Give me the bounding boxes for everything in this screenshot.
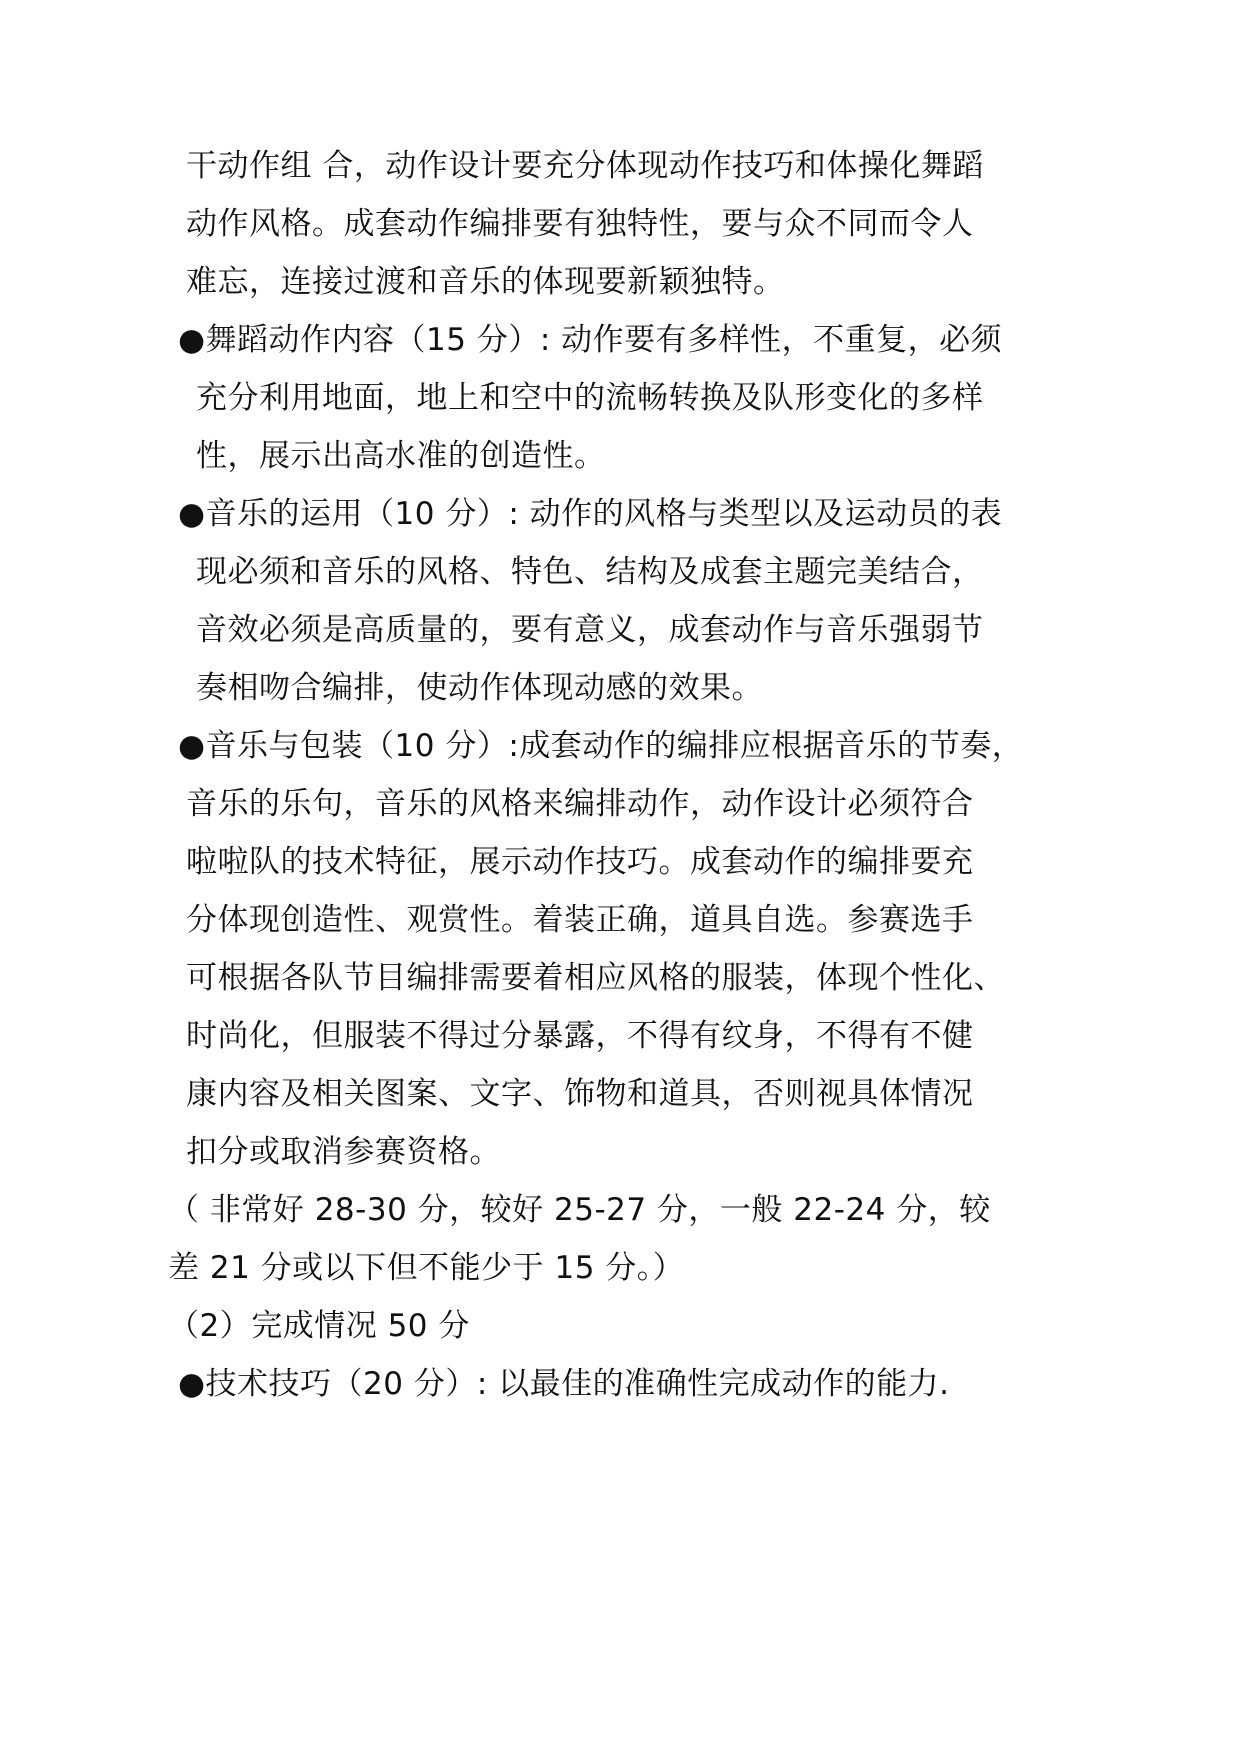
text-line: 可根据各队节目编排需要着相应风格的服装，体现个性化、 [186,960,1005,996]
text-line: 分体现创造性、观赏性。着装正确，道具自选。参赛选手 [186,902,974,938]
text-line: 差 21 分或以下但不能少于 15 分。） [168,1250,685,1286]
text-line: （ 非常好 28-30 分，较好 25-27 分，一般 22-24 分，较 [168,1192,991,1228]
text-line: ●技术技巧（20 分）: 以最佳的准确性完成动作的能力. [178,1366,950,1402]
text-line: ●音乐的运用（10 分）: 动作的风格与类型以及运动员的表 [178,496,1003,532]
text-line: 啦啦队的技术特征，展示动作技巧。成套动作的编排要充 [186,844,974,880]
text-line: 康内容及相关图案、文字、饰物和道具，否则视具体情况 [186,1076,974,1112]
text-line: ●音乐与包装（10 分）:成套动作的编排应根据音乐的节奏， [178,728,1024,764]
text-line: （2）完成情况 50 分 [168,1308,470,1344]
text-line: 干动作组 合，动作设计要充分体现动作技巧和体操化舞蹈 [186,148,984,184]
text-line: 音乐的乐句，音乐的风格来编排动作，动作设计必须符合 [186,786,974,822]
text-line: 奏相吻合编排，使动作体现动感的效果。 [196,670,763,706]
text-line: 性，展示出高水准的创造性。 [196,438,606,474]
text-line: ●舞蹈动作内容（15 分）: 动作要有多样性，不重复，必须 [178,322,1003,358]
text-line: 难忘，连接过渡和音乐的体现要新颖独特。 [186,264,785,300]
text-line: 音效必须是高质量的，要有意义，成套动作与音乐强弱节 [196,612,984,648]
text-line: 扣分或取消参赛资格。 [186,1134,501,1170]
text-line: 充分利用地面，地上和空中的流畅转换及队形变化的多样 [196,380,984,416]
text-line: 动作风格。成套动作编排要有独特性，要与众不同而令人 [186,206,974,242]
text-line: 时尚化，但服装不得过分暴露，不得有纹身，不得有不健 [186,1018,974,1054]
text-line: 现必须和音乐的风格、特色、结构及成套主题完美结合， [196,554,984,590]
